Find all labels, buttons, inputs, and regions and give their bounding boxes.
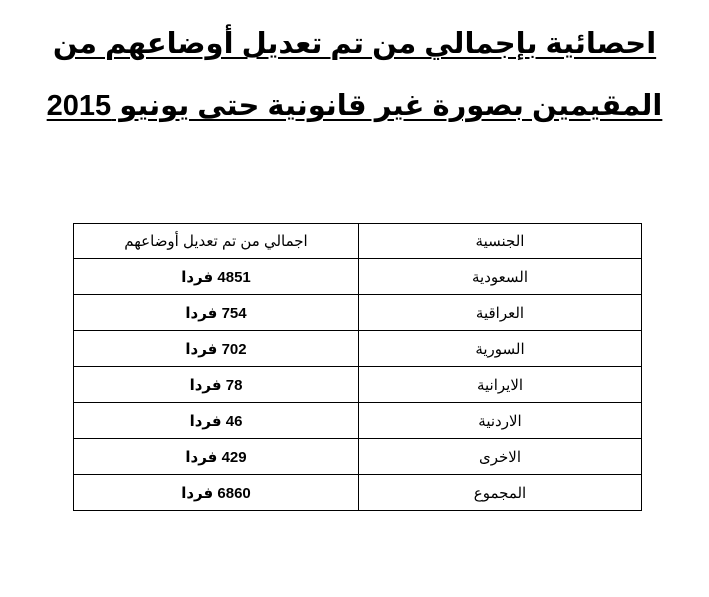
total-cell: 78 فردا <box>74 367 359 403</box>
page-title-line-1: احصائية بإجمالي من تم تعديل أوضاعهم من <box>52 28 657 60</box>
grand-total-label: المجموع <box>359 475 642 511</box>
total-cell: 429 فردا <box>74 439 359 475</box>
table-row <box>74 331 642 367</box>
table-row <box>74 367 642 403</box>
table-row <box>74 295 642 331</box>
header-total: اجمالي من تم تعديل أوضاعهم <box>74 224 359 259</box>
table-row <box>74 259 642 295</box>
nationality-cell: الايرانية <box>359 367 642 403</box>
header-nationality: الجنسية <box>359 224 642 259</box>
page-title-line-2: المقيمين بصورة غير قانونية حتى يونيو 2015 <box>46 90 663 122</box>
table-row-grand-total <box>74 475 642 511</box>
table-row <box>74 403 642 439</box>
nationality-cell: العراقية <box>359 295 642 331</box>
nationality-cell: الاردنية <box>359 403 642 439</box>
nationality-cell: السورية <box>359 331 642 367</box>
nationality-cell: الاخرى <box>359 439 642 475</box>
statistics-table <box>73 223 642 511</box>
total-cell: 754 فردا <box>74 295 359 331</box>
total-cell: 702 فردا <box>74 331 359 367</box>
table-header-row <box>74 224 642 259</box>
table-row <box>74 439 642 475</box>
nationality-cell: السعودية <box>359 259 642 295</box>
total-cell: 46 فردا <box>74 403 359 439</box>
total-cell: 4851 فردا <box>74 259 359 295</box>
grand-total-cell: 6860 فردا <box>74 475 359 511</box>
